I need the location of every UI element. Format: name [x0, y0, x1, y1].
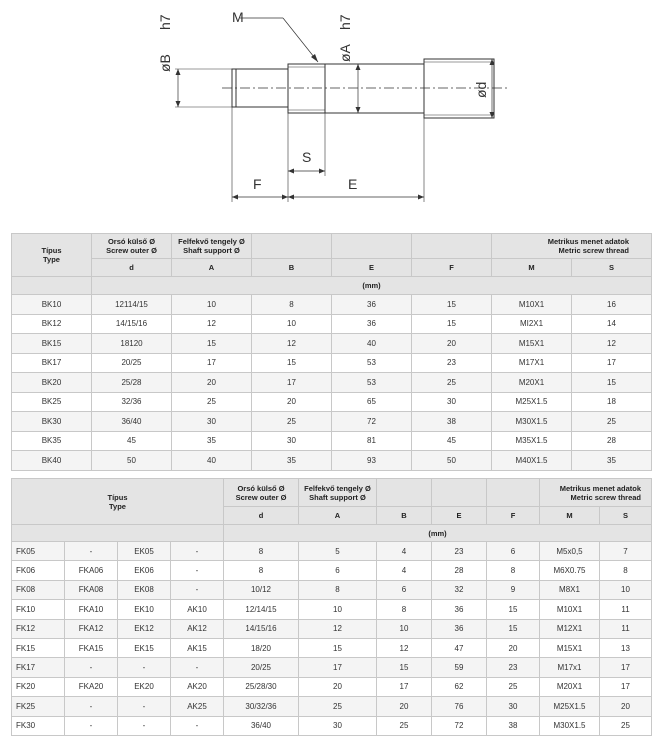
- cell-a: 20: [172, 373, 252, 393]
- cell-e: 36: [332, 295, 412, 315]
- cell-f: 38: [412, 412, 492, 432]
- cell-b: 15: [377, 658, 432, 677]
- cell-a: 20: [299, 677, 377, 696]
- type-cell: -: [118, 697, 171, 716]
- cell-s: 18: [572, 392, 652, 412]
- cell-f: 38: [487, 716, 540, 735]
- cell-m: M15X1: [540, 638, 600, 657]
- cell-a: 12: [299, 619, 377, 638]
- cell-b: 25: [252, 412, 332, 432]
- cell-f: 6: [487, 542, 540, 561]
- col-s: S: [600, 507, 652, 525]
- table-row: [12, 638, 652, 657]
- type-cell: -: [171, 561, 224, 580]
- cell-e: 81: [332, 431, 412, 451]
- cell-d: 25/28/30: [224, 677, 299, 696]
- type-cell: FK12: [12, 619, 65, 638]
- unit-label: (mm): [224, 525, 652, 542]
- header-blank: [12, 525, 224, 542]
- cell-s: 25: [600, 716, 652, 735]
- cell-f: 30: [487, 697, 540, 716]
- type-cell: BK35: [12, 431, 92, 451]
- cell-b: 6: [377, 580, 432, 599]
- header-blank: [412, 234, 492, 259]
- header-blank: [377, 479, 432, 507]
- type-cell: BK25: [12, 392, 92, 412]
- cell-b: 8: [377, 600, 432, 619]
- type-cell: EK05: [118, 542, 171, 561]
- type-cell: FK05: [12, 542, 65, 561]
- type-header: Típus Type: [12, 479, 224, 525]
- cell-m: M15X1: [492, 334, 572, 354]
- type-cell: AK15: [171, 638, 224, 657]
- type-cell: FK30: [12, 716, 65, 735]
- type-cell: BK15: [12, 334, 92, 354]
- cell-d: 10/12: [224, 580, 299, 599]
- cell-a: 30: [299, 716, 377, 735]
- label-ob: øB: [157, 54, 173, 72]
- table-row: [12, 412, 652, 432]
- cell-a: 8: [299, 580, 377, 599]
- cell-f: 15: [412, 295, 492, 315]
- cell-s: 12: [572, 334, 652, 354]
- cell-d: 14/15/16: [224, 619, 299, 638]
- cell-e: 23: [432, 542, 487, 561]
- cell-d: 20/25: [224, 658, 299, 677]
- cell-d: 36/40: [92, 412, 172, 432]
- cell-f: 15: [487, 600, 540, 619]
- cell-b: 20: [252, 392, 332, 412]
- cell-b: 4: [377, 561, 432, 580]
- cell-f: 23: [487, 658, 540, 677]
- cell-m: M20X1: [492, 373, 572, 393]
- cell-e: 32: [432, 580, 487, 599]
- col-d: d: [224, 507, 299, 525]
- cell-f: 25: [487, 677, 540, 696]
- type-cell: FK10: [12, 600, 65, 619]
- table-row: [12, 451, 652, 471]
- type-cell: BK17: [12, 353, 92, 373]
- type-cell: -: [65, 697, 118, 716]
- cell-d: 50: [92, 451, 172, 471]
- type-cell: EK12: [118, 619, 171, 638]
- screw-header: Orsó külső Ø Screw outer Ø: [92, 234, 172, 259]
- col-d: d: [92, 259, 172, 277]
- cell-m: M25X1.5: [540, 697, 600, 716]
- cell-a: 12: [172, 314, 252, 334]
- cell-d: 20/25: [92, 353, 172, 373]
- table-row: [12, 697, 652, 716]
- cell-m: M10X1: [492, 295, 572, 315]
- cell-d: 25/28: [92, 373, 172, 393]
- cell-s: 16: [572, 295, 652, 315]
- type-cell: AK25: [171, 697, 224, 716]
- cell-a: 35: [172, 431, 252, 451]
- cell-d: 45: [92, 431, 172, 451]
- type-cell: FKA10: [65, 600, 118, 619]
- type-cell: BK10: [12, 295, 92, 315]
- type-cell: AK20: [171, 677, 224, 696]
- cell-d: 8: [224, 561, 299, 580]
- header-blank: [332, 234, 412, 259]
- type-cell: AK12: [171, 619, 224, 638]
- shaft-header: Felfekvő tengely Ø Shaft support Ø: [172, 234, 252, 259]
- cell-s: 11: [600, 600, 652, 619]
- cell-e: 62: [432, 677, 487, 696]
- cell-f: 15: [412, 314, 492, 334]
- type-cell: BK12: [12, 314, 92, 334]
- cell-d: 12114/15: [92, 295, 172, 315]
- cell-f: 23: [412, 353, 492, 373]
- type-cell: EK10: [118, 600, 171, 619]
- bk-dimensions-table: [11, 233, 652, 471]
- type-cell: EK08: [118, 580, 171, 599]
- header-blank: [252, 234, 332, 259]
- cell-a: 30: [172, 412, 252, 432]
- cell-a: 15: [172, 334, 252, 354]
- cell-m: M12X1: [540, 619, 600, 638]
- label-od: ød: [473, 81, 489, 98]
- type-cell: EK15: [118, 638, 171, 657]
- cell-a: 17: [172, 353, 252, 373]
- cell-s: 7: [600, 542, 652, 561]
- cell-f: 25: [412, 373, 492, 393]
- cell-e: 53: [332, 353, 412, 373]
- cell-d: 8: [224, 542, 299, 561]
- type-cell: BK40: [12, 451, 92, 471]
- shaft-end-drawing: [0, 0, 663, 215]
- cell-d: 14/15/16: [92, 314, 172, 334]
- cell-a: 10: [299, 600, 377, 619]
- cell-b: 4: [377, 542, 432, 561]
- cell-b: 17: [377, 677, 432, 696]
- cell-f: 50: [412, 451, 492, 471]
- shaft-step-a: [288, 64, 424, 113]
- cell-e: 76: [432, 697, 487, 716]
- fk-dimensions-table: [11, 478, 652, 736]
- type-cell: FKA12: [65, 619, 118, 638]
- cell-f: 20: [487, 638, 540, 657]
- metric-header: Metrikus menet adatok Metric screw thread: [492, 234, 652, 259]
- col-s: S: [572, 259, 652, 277]
- cell-e: 28: [432, 561, 487, 580]
- label-e: E: [348, 176, 358, 192]
- cell-d: 12/14/15: [224, 600, 299, 619]
- col-a: A: [172, 259, 252, 277]
- col-f: F: [412, 259, 492, 277]
- cell-s: 35: [572, 451, 652, 471]
- cell-b: 15: [252, 353, 332, 373]
- cell-a: 6: [299, 561, 377, 580]
- label-h7-left: h7: [157, 14, 173, 30]
- cell-s: 20: [600, 697, 652, 716]
- type-cell: EK20: [118, 677, 171, 696]
- cell-m: M6X0.75: [540, 561, 600, 580]
- cell-d: 30/32/36: [224, 697, 299, 716]
- type-cell: FKA06: [65, 561, 118, 580]
- type-cell: BK20: [12, 373, 92, 393]
- type-cell: AK10: [171, 600, 224, 619]
- cell-d: 18/20: [224, 638, 299, 657]
- table-row: [12, 716, 652, 735]
- type-cell: FK08: [12, 580, 65, 599]
- header-blank: [432, 479, 487, 507]
- table-row: [12, 431, 652, 451]
- table-row: [12, 373, 652, 393]
- cell-d: 36/40: [224, 716, 299, 735]
- cell-b: 10: [252, 314, 332, 334]
- cell-b: 17: [252, 373, 332, 393]
- cell-m: M5x0,5: [540, 542, 600, 561]
- label-f: F: [253, 176, 262, 192]
- header-blank: [487, 479, 540, 507]
- cell-e: 72: [332, 412, 412, 432]
- table-row: [12, 334, 652, 354]
- cell-m: M30X1.5: [492, 412, 572, 432]
- header-blank: [12, 277, 92, 295]
- col-a: A: [299, 507, 377, 525]
- type-cell: FK15: [12, 638, 65, 657]
- type-cell: -: [65, 716, 118, 735]
- type-cell: -: [118, 658, 171, 677]
- cell-s: 28: [572, 431, 652, 451]
- table-row: [12, 580, 652, 599]
- cell-m: M17X1: [492, 353, 572, 373]
- label-oa: øA: [337, 44, 353, 62]
- cell-e: 36: [332, 314, 412, 334]
- type-cell: FKA20: [65, 677, 118, 696]
- type-cell: -: [118, 716, 171, 735]
- type-cell: FKA15: [65, 638, 118, 657]
- table-row: [12, 314, 652, 334]
- table-row: [12, 600, 652, 619]
- label-s: S: [302, 149, 312, 165]
- type-cell: -: [171, 542, 224, 561]
- table-row: [12, 658, 652, 677]
- cell-f: 45: [412, 431, 492, 451]
- label-m: M: [232, 9, 244, 25]
- col-e: E: [332, 259, 412, 277]
- cell-f: 15: [487, 619, 540, 638]
- shaft-header: Felfekvő tengely Ø Shaft support Ø: [299, 479, 377, 507]
- cell-b: 8: [252, 295, 332, 315]
- cell-e: 53: [332, 373, 412, 393]
- label-h7-right: h7: [337, 14, 353, 30]
- col-m: M: [540, 507, 600, 525]
- type-cell: -: [65, 542, 118, 561]
- cell-s: 10: [600, 580, 652, 599]
- col-b: B: [252, 259, 332, 277]
- col-m: M: [492, 259, 572, 277]
- cell-s: 8: [600, 561, 652, 580]
- cell-s: 14: [572, 314, 652, 334]
- cell-e: 36: [432, 619, 487, 638]
- cell-m: M20X1: [540, 677, 600, 696]
- cell-b: 25: [377, 716, 432, 735]
- type-cell: -: [65, 658, 118, 677]
- cell-s: 17: [600, 677, 652, 696]
- type-cell: FK17: [12, 658, 65, 677]
- cell-a: 25: [299, 697, 377, 716]
- cell-b: 10: [377, 619, 432, 638]
- type-cell: FK25: [12, 697, 65, 716]
- unit-label: (mm): [92, 277, 652, 295]
- cell-a: 25: [172, 392, 252, 412]
- type-cell: FK06: [12, 561, 65, 580]
- table-row: [12, 677, 652, 696]
- cell-b: 30: [252, 431, 332, 451]
- cell-e: 40: [332, 334, 412, 354]
- table-row: [12, 392, 652, 412]
- table-row: [12, 353, 652, 373]
- cell-m: M40X1.5: [492, 451, 572, 471]
- metric-header: Metrikus menet adatok Metric screw thread: [540, 479, 652, 507]
- cell-f: 30: [412, 392, 492, 412]
- cell-e: 93: [332, 451, 412, 471]
- cell-m: M35X1.5: [492, 431, 572, 451]
- table-row: [12, 295, 652, 315]
- cell-s: 13: [600, 638, 652, 657]
- cell-f: 9: [487, 580, 540, 599]
- cell-a: 15: [299, 638, 377, 657]
- type-cell: -: [171, 716, 224, 735]
- cell-b: 12: [252, 334, 332, 354]
- table-row: [12, 542, 652, 561]
- cell-a: 5: [299, 542, 377, 561]
- col-f: F: [487, 507, 540, 525]
- cell-f: 20: [412, 334, 492, 354]
- cell-d: 32/36: [92, 392, 172, 412]
- cell-e: 72: [432, 716, 487, 735]
- cell-m: M17x1: [540, 658, 600, 677]
- type-cell: -: [171, 580, 224, 599]
- cell-s: 25: [572, 412, 652, 432]
- col-e: E: [432, 507, 487, 525]
- cell-s: 17: [572, 353, 652, 373]
- type-cell: FKA08: [65, 580, 118, 599]
- cell-b: 20: [377, 697, 432, 716]
- cell-m: M10X1: [540, 600, 600, 619]
- cell-a: 10: [172, 295, 252, 315]
- cell-b: 12: [377, 638, 432, 657]
- cell-a: 40: [172, 451, 252, 471]
- cell-m: MI2X1: [492, 314, 572, 334]
- cell-a: 17: [299, 658, 377, 677]
- table-row: [12, 561, 652, 580]
- cell-e: 36: [432, 600, 487, 619]
- type-header: Típus Type: [12, 234, 92, 277]
- cell-s: 15: [572, 373, 652, 393]
- cell-f: 8: [487, 561, 540, 580]
- type-cell: -: [171, 658, 224, 677]
- cell-s: 17: [600, 658, 652, 677]
- type-cell: EK06: [118, 561, 171, 580]
- cell-m: M25X1.5: [492, 392, 572, 412]
- screw-header: Orsó külső Ø Screw outer Ø: [224, 479, 299, 507]
- cell-d: 18120: [92, 334, 172, 354]
- type-cell: FK20: [12, 677, 65, 696]
- cell-m: M8X1: [540, 580, 600, 599]
- cell-e: 47: [432, 638, 487, 657]
- table-row: [12, 619, 652, 638]
- cell-e: 65: [332, 392, 412, 412]
- cell-b: 35: [252, 451, 332, 471]
- cell-m: M30X1.5: [540, 716, 600, 735]
- cell-e: 59: [432, 658, 487, 677]
- cell-s: 11: [600, 619, 652, 638]
- type-cell: BK30: [12, 412, 92, 432]
- col-b: B: [377, 507, 432, 525]
